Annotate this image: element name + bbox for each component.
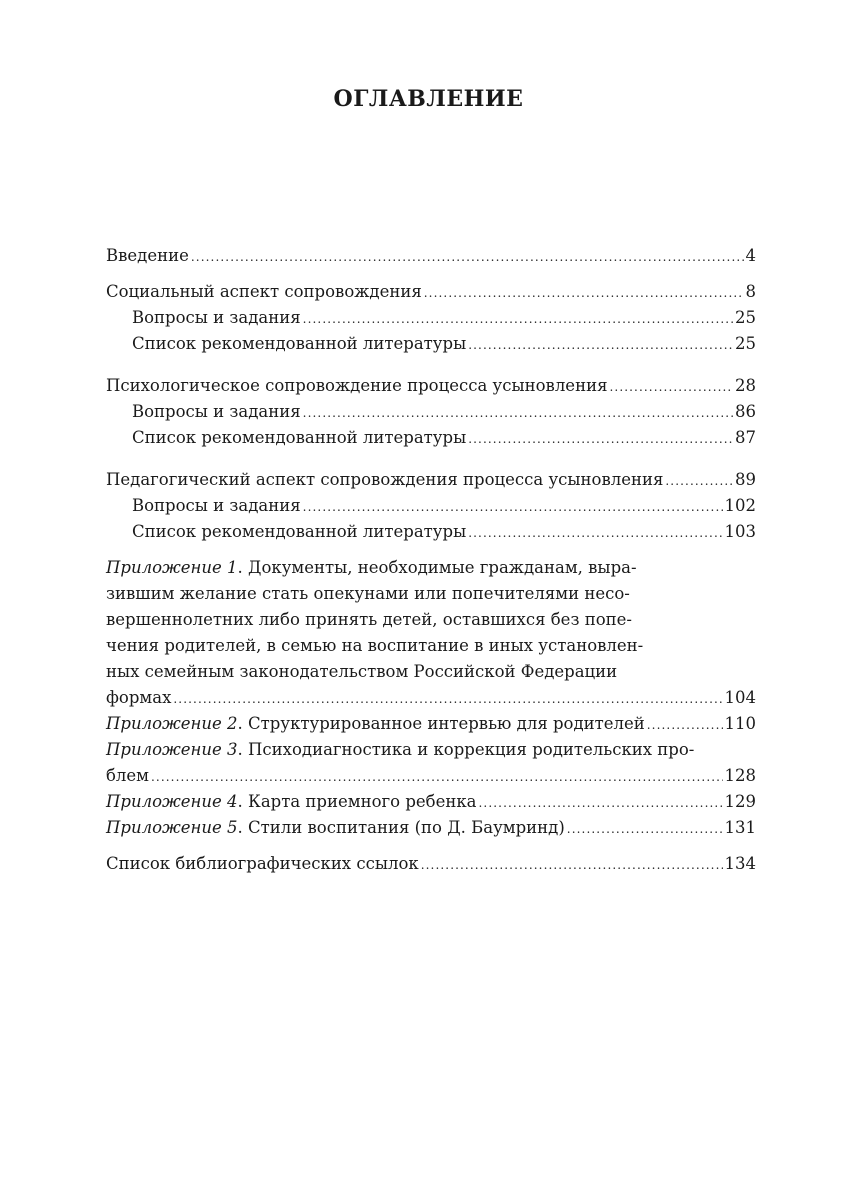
dot-leader <box>424 280 744 306</box>
toc-page-number: 131 <box>724 818 756 837</box>
toc-label: Социальный аспект сопровождения <box>106 282 422 301</box>
toc-label-line: чения родителей, в семью на воспитание в иных установлен- <box>106 636 644 655</box>
toc-label-line: ных семейным законодательством Российской Федерации <box>106 662 618 681</box>
toc-entry-appendix-3[interactable]: Приложение 3. Психодиагностика и коррекция родительских про- блем ..... 128 <box>106 737 756 789</box>
toc-entry-psychological-literature[interactable] <box>106 425 756 451</box>
dot-leader <box>665 468 733 494</box>
dot-leader <box>303 494 723 520</box>
toc-label-line: Психодиагностика и коррекция родительских про- <box>248 740 695 759</box>
toc-label: Структурированное интервью для родителей <box>248 714 645 733</box>
toc-page-number: 4 <box>745 246 756 265</box>
toc-page-number: 103 <box>724 522 756 541</box>
toc-label-line: вершеннолетних либо принять детей, оставшихся без попе- <box>106 610 632 629</box>
appendix-prefix: Приложение 1 <box>106 558 238 577</box>
toc-entry-pedagogical-literature[interactable] <box>106 519 756 545</box>
dot-leader <box>468 426 733 452</box>
toc-entry-social-questions[interactable] <box>106 305 756 331</box>
dot-leader <box>303 400 733 426</box>
toc-entry-appendix-2[interactable]: Приложение 2. Структурированное интервью для родителей ..... 110 <box>106 711 756 737</box>
toc-entry-appendix-5[interactable]: Приложение 5. Стили воспитания (по Д. Баумринд) ..... 131 <box>106 815 756 841</box>
toc-label: Вопросы и задания <box>132 402 301 421</box>
toc-label: Список рекомендованной литературы <box>132 334 467 353</box>
appendix-prefix: Приложение 4 <box>106 792 238 811</box>
appendix-prefix: Приложение 5 <box>106 818 238 837</box>
toc-page-number: 87 <box>735 428 756 447</box>
toc-entry-references[interactable] <box>106 851 756 877</box>
toc-entry-appendix-4[interactable]: Приложение 4. Карта приемного ребенка ..... 129 <box>106 789 756 815</box>
toc-entry-appendix-1[interactable]: Приложение 1. Документы, необходимые гражданам, выра- зившим желание стать опекунами или попечителями несо- вершеннолетних либо принять детей, оставшихся без попе- чения родителей, в семью на воспитание в иных установлен- ных семейным законодательством Российской Федерации формах ..... 104 <box>106 555 756 711</box>
toc-page-number: 104 <box>724 688 756 707</box>
toc-label-line: зившим желание стать опекунами или попечителями несо- <box>106 584 630 603</box>
dot-leader <box>468 520 722 546</box>
dot-leader <box>468 332 733 358</box>
toc-label: Список рекомендованной литературы <box>132 428 467 447</box>
toc-page-number: 89 <box>735 470 756 489</box>
toc-label: Педагогический аспект сопровождения процесса усыновления <box>106 470 664 489</box>
toc-entry-psychological[interactable] <box>106 373 756 399</box>
toc-label: Список библиографических ссылок <box>106 854 419 873</box>
dot-leader <box>421 852 723 878</box>
toc-entry-pedagogical-questions[interactable] <box>106 493 756 519</box>
toc-label: Психологическое сопровождение процесса усыновления <box>106 376 608 395</box>
dot-leader <box>567 816 723 842</box>
dot-leader <box>479 790 723 816</box>
toc-page-number: 8 <box>745 282 756 301</box>
dot-leader <box>151 764 722 790</box>
toc-label: Вопросы и задания <box>132 496 301 515</box>
toc-page-number: 110 <box>724 714 756 733</box>
toc-label: Вопросы и задания <box>132 308 301 327</box>
dot-leader <box>191 244 744 270</box>
toc-label: Стили воспитания (по Д. Баумринд) <box>248 818 565 837</box>
toc-label: Карта приемного ребенка <box>248 792 477 811</box>
toc-entry-social-literature[interactable] <box>106 331 756 357</box>
appendix-prefix: Приложение 3 <box>106 740 238 759</box>
dot-leader <box>609 374 733 400</box>
toc-page-number: 129 <box>724 792 756 811</box>
toc-page-number: 28 <box>735 376 756 395</box>
toc-page-number: 128 <box>724 766 756 785</box>
toc-page-number: 25 <box>735 334 756 353</box>
toc-label-line: блем <box>106 766 150 785</box>
toc-page-number: 134 <box>724 854 756 873</box>
page-title: ОГЛАВЛЕНИЕ <box>333 86 524 112</box>
toc-entry-social[interactable] <box>106 279 756 305</box>
toc-label: Введение <box>106 246 189 265</box>
table-of-contents <box>106 243 756 877</box>
dot-leader <box>173 686 722 712</box>
toc-entry-psychological-questions[interactable] <box>106 399 756 425</box>
toc-page-number: 86 <box>735 402 756 421</box>
toc-label-line: Документы, необходимые гражданам, выра- <box>248 558 637 577</box>
toc-label: Список рекомендованной литературы <box>132 522 467 541</box>
toc-page-number: 102 <box>724 496 756 515</box>
appendix-prefix: Приложение 2 <box>106 714 238 733</box>
dot-leader <box>303 306 733 332</box>
toc-entry-intro[interactable] <box>106 243 756 269</box>
toc-entry-pedagogical[interactable] <box>106 467 756 493</box>
dot-leader <box>647 712 723 738</box>
toc-page-number: 25 <box>735 308 756 327</box>
toc-label-line: формах <box>106 688 172 707</box>
